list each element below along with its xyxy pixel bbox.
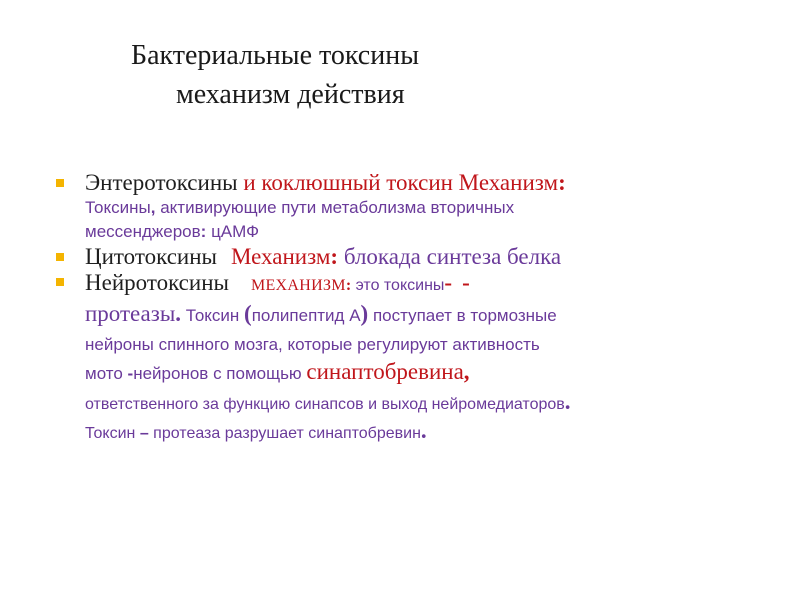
pertussis-mechanism-label: и коклюшный токсин Механизм [237, 170, 559, 195]
bullet-3-line-1: Нейротоксины МЕХАНИЗМ: это токсины- - [85, 270, 470, 295]
title-line-1: Бактериальные токсины [131, 40, 420, 71]
bullet-1-line-3: мессенджеров: цАМФ [85, 222, 260, 241]
bullet-3-line-6: Токсин – протеаза разрушает синаптобревин. [85, 418, 427, 443]
bullet-2-line-1: Цитотоксины Механизм: блокада синтеза белка [85, 244, 562, 269]
bullet-neurotoxins [56, 270, 756, 447]
bullet-enterotoxins [56, 170, 756, 244]
colon: : [558, 170, 566, 195]
slide-title [0, 36, 800, 114]
bullet-3-line-2: протеазы. Токсин (полипептид А) поступает в тормозные [85, 301, 557, 326]
bullet-square-icon [56, 179, 64, 187]
mechanism-caps-label: МЕХАНИЗМ [250, 277, 346, 294]
enterotoxins-label: Энтеротоксины [85, 170, 238, 195]
mechanism-label: Механизм [231, 244, 331, 269]
bullet-3-line-5: ответственного за функцию синапсов и выход нейромедиаторов. [85, 389, 571, 414]
title-line-2: механизм действия [176, 79, 405, 110]
bullet-square-icon [56, 253, 64, 261]
bullet-list [56, 170, 756, 447]
protein-synthesis-block: блокада синтеза белка [338, 244, 562, 269]
bullet-1-line-1 [85, 170, 756, 196]
bullet-3-line-4: мото -нейронов с помощью синаптобревина, [85, 359, 470, 384]
neurotoxins-label: Нейротоксины [85, 270, 229, 295]
synaptobrevin-highlight: синаптобревина [306, 359, 464, 384]
bullet-1-line-2: Токсины, активирующие пути метаболизма вторичных [85, 198, 515, 217]
bullet-square-icon [56, 278, 64, 286]
bullet-cytotoxins [56, 244, 756, 270]
bullet-3-line-3: нейроны спинного мозга, которые регулируют активность [85, 335, 540, 354]
cytotoxins-label: Цитотоксины [85, 244, 217, 269]
